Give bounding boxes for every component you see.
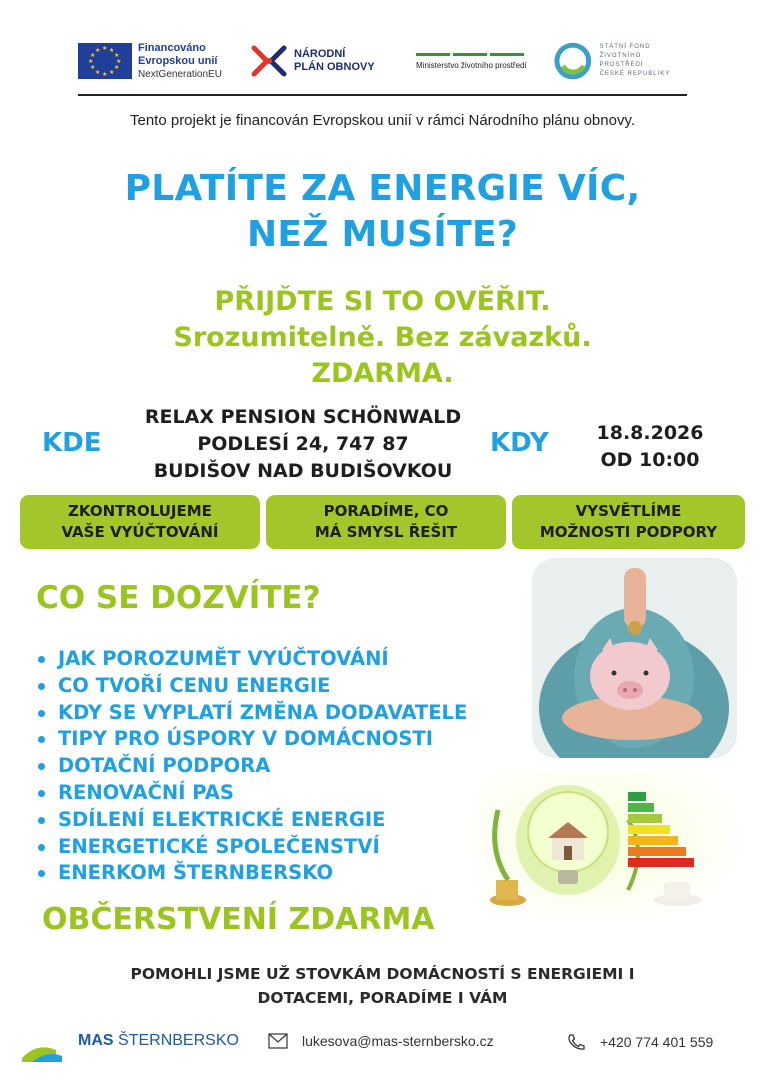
list-item: ENERKOM ŠTERNBERSKO — [36, 860, 467, 887]
subheadline-line2: Srozumitelně. Bez závazků. — [173, 322, 592, 353]
venue-street: PODLESÍ 24, 747 87 — [197, 433, 409, 455]
piggy-bank-illustration — [532, 558, 737, 758]
list-item: CO TVOŘÍ CENU ENERGIE — [36, 673, 467, 700]
when-label: KDY — [490, 428, 549, 458]
mas-logo — [22, 1028, 242, 1068]
partner-logos — [78, 38, 687, 84]
energy-bulb-illustration — [478, 770, 738, 920]
mail-icon — [268, 1033, 288, 1049]
eu-logo-line3: NextGenerationEU — [138, 68, 222, 80]
subheadline-line3: ZDARMA. — [311, 358, 454, 389]
sfzp-logo — [554, 38, 687, 84]
learn-list — [36, 646, 467, 887]
npo-logo-line1: NÁRODNÍ — [294, 48, 346, 60]
service-pills — [20, 495, 745, 549]
refreshments-note: OBČERSTVENÍ ZDARMA — [42, 902, 435, 937]
closing-line1: POMOHLI JSME UŽ STOVKÁM DOMÁCNOSTÍ S ENERGIEMI I — [130, 965, 635, 983]
learn-title: CO SE DOZVÍTE? — [36, 580, 321, 616]
headline — [0, 166, 765, 258]
eu-logo-line1: Financováno — [138, 41, 206, 54]
list-item: JAK POROZUMĚT VYÚČTOVÁNÍ — [36, 646, 467, 673]
pill-line: VAŠE VYÚČTOVÁNÍ — [61, 523, 219, 541]
venue-name: RELAX PENSION SCHÖNWALD — [144, 406, 462, 428]
eu-logo-line2: Evropskou unií — [138, 54, 218, 67]
list-item: DOTAČNÍ PODPORA — [36, 753, 467, 780]
pill-line: MOŽNOSTI PODPORY — [539, 523, 718, 541]
list-item: RENOVAČNÍ PAS — [36, 780, 467, 807]
mzp-logo-text: Ministerstvo životního prostředí — [416, 60, 527, 70]
event-venue — [118, 404, 488, 485]
eu-flag-icon: ★ ★ ★ ★ ★ ★ ★ ★ ★ ★ ★ ★ — [78, 43, 132, 79]
mas-logo-name: ŠTERNBERSKO — [118, 1032, 239, 1049]
list-item: SDÍLENÍ ELEKTRICKÉ ENERGIE — [36, 807, 467, 834]
pill-advice — [266, 495, 506, 549]
sfzp-logo-line2: ŽIVOTNÍHO PROSTŘEDÍ — [599, 53, 644, 68]
sfzp-mark-icon — [554, 42, 592, 80]
pill-line: VYSVĚTLÍME — [575, 502, 682, 520]
pill-line: ZKONTROLUJEME — [68, 502, 212, 520]
mas-hills-icon — [22, 1028, 82, 1068]
footer — [0, 1028, 765, 1068]
npo-logo — [250, 38, 375, 84]
subheadline — [0, 284, 765, 392]
venue-town: BUDIŠOV NAD BUDIŠOVKOU — [153, 460, 453, 482]
funding-note: Tento projekt je financován Evropskou unií v rámci Národního plánu obnovy. — [129, 112, 635, 129]
sfzp-logo-line3: ČESKÉ REPUBLIKY — [599, 71, 671, 77]
phone-text[interactable]: +420 774 401 559 — [600, 1034, 714, 1050]
email-text[interactable]: lukesova@mas-sternbersko.cz — [302, 1033, 494, 1049]
sfzp-logo-line1: STÁTNÍ FOND — [599, 44, 651, 50]
mzp-logo — [416, 38, 527, 84]
piggy-bank-photo — [532, 558, 737, 758]
list-item: TIPY PRO ÚSPORY V DOMÁCNOSTI — [36, 726, 467, 753]
list-item: KDY SE VYPLATÍ ZMĚNA DODAVATELE — [36, 700, 467, 727]
energy-bulb-image — [478, 770, 738, 920]
contact-phone[interactable] — [566, 1033, 713, 1051]
mas-logo-prefix: MAS — [78, 1032, 114, 1049]
where-label: KDE — [42, 428, 102, 458]
pill-line: MÁ SMYSL ŘEŠIT — [314, 523, 458, 541]
pill-check-billing — [20, 495, 260, 549]
list-item: ENERGETICKÉ SPOLEČENSTVÍ — [36, 834, 467, 861]
headline-line1: PLATÍTE ZA ENERGIE VÍC, — [124, 168, 641, 209]
pill-line: PORADÍME, CO — [323, 502, 449, 520]
event-time: OD 10:00 — [600, 449, 700, 471]
contact-email[interactable] — [268, 1033, 494, 1049]
event-datetime — [580, 420, 720, 474]
phone-icon — [566, 1033, 586, 1051]
npo-mark-icon — [250, 42, 288, 80]
eu-logo — [78, 38, 222, 84]
npo-logo-line2: PLÁN OBNOVY — [294, 61, 375, 73]
headline-line2: NEŽ MUSÍTE? — [246, 214, 519, 255]
header-divider — [78, 94, 687, 96]
closing-line2: DOTACEMI, PORADÍME I VÁM — [257, 989, 508, 1007]
event-date: 18.8.2026 — [596, 422, 704, 444]
subheadline-line1: PŘIJĎTE SI TO OVĚŘIT. — [214, 286, 551, 317]
closing-statement — [0, 962, 765, 1010]
pill-support-options — [512, 495, 745, 549]
